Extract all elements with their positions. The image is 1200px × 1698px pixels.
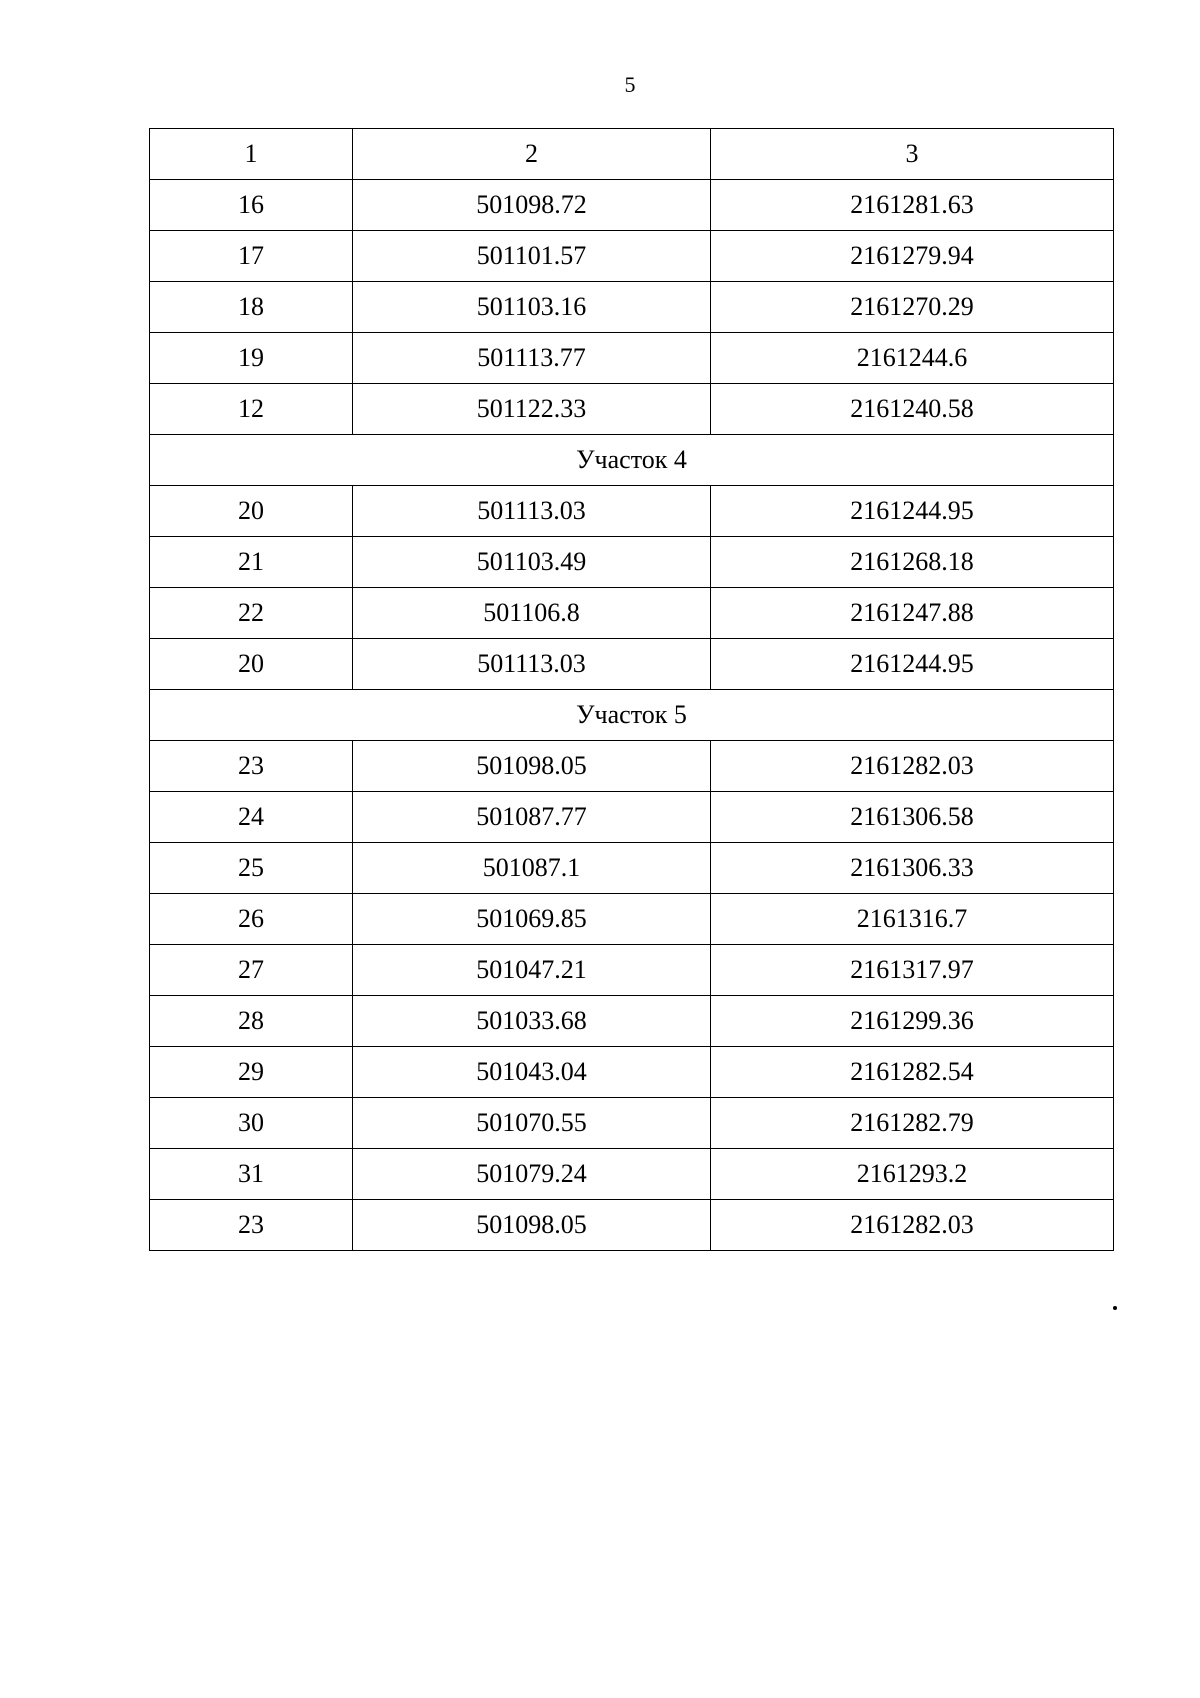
cell-point-number: 28	[150, 996, 353, 1047]
cell-x-coordinate: 501122.33	[353, 384, 711, 435]
header-cell-point: 1	[150, 129, 353, 180]
cell-point-number: 24	[150, 792, 353, 843]
cell-x-coordinate: 501079.24	[353, 1149, 711, 1200]
table-row	[150, 333, 1114, 384]
table-row	[150, 639, 1114, 690]
cell-y-coordinate: 2161279.94	[711, 231, 1114, 282]
cell-x-coordinate: 501087.1	[353, 843, 711, 894]
cell-point-number: 27	[150, 945, 353, 996]
trailing-dot	[1113, 1306, 1117, 1310]
cell-x-coordinate: 501103.49	[353, 537, 711, 588]
cell-x-coordinate: 501101.57	[353, 231, 711, 282]
cell-y-coordinate: 2161247.88	[711, 588, 1114, 639]
table-header-row	[150, 129, 1114, 180]
cell-y-coordinate: 2161317.97	[711, 945, 1114, 996]
cell-y-coordinate: 2161270.29	[711, 282, 1114, 333]
table-row	[150, 537, 1114, 588]
cell-point-number: 21	[150, 537, 353, 588]
cell-x-coordinate: 501098.05	[353, 1200, 711, 1251]
table-row	[150, 486, 1114, 537]
cell-x-coordinate: 501103.16	[353, 282, 711, 333]
cell-y-coordinate: 2161306.33	[711, 843, 1114, 894]
cell-x-coordinate: 501033.68	[353, 996, 711, 1047]
cell-x-coordinate: 501098.72	[353, 180, 711, 231]
cell-y-coordinate: 2161282.03	[711, 741, 1114, 792]
cell-x-coordinate: 501113.03	[353, 486, 711, 537]
cell-y-coordinate: 2161244.95	[711, 486, 1114, 537]
cell-point-number: 23	[150, 1200, 353, 1251]
cell-point-number: 17	[150, 231, 353, 282]
table-row	[150, 1047, 1114, 1098]
section-label: Участок 4	[150, 435, 1114, 486]
cell-point-number: 19	[150, 333, 353, 384]
coordinates-table	[149, 128, 1114, 1251]
cell-x-coordinate: 501070.55	[353, 1098, 711, 1149]
cell-y-coordinate: 2161244.95	[711, 639, 1114, 690]
cell-y-coordinate: 2161282.79	[711, 1098, 1114, 1149]
cell-y-coordinate: 2161268.18	[711, 537, 1114, 588]
cell-y-coordinate: 2161244.6	[711, 333, 1114, 384]
cell-x-coordinate: 501043.04	[353, 1047, 711, 1098]
cell-point-number: 25	[150, 843, 353, 894]
cell-point-number: 29	[150, 1047, 353, 1098]
cell-x-coordinate: 501069.85	[353, 894, 711, 945]
table-row	[150, 945, 1114, 996]
header-cell-y: 3	[711, 129, 1114, 180]
cell-y-coordinate: 2161306.58	[711, 792, 1114, 843]
cell-y-coordinate: 2161240.58	[711, 384, 1114, 435]
cell-y-coordinate: 2161299.36	[711, 996, 1114, 1047]
cell-point-number: 22	[150, 588, 353, 639]
table-row	[150, 996, 1114, 1047]
cell-point-number: 16	[150, 180, 353, 231]
cell-y-coordinate: 2161316.7	[711, 894, 1114, 945]
table-row	[150, 792, 1114, 843]
cell-x-coordinate: 501113.77	[353, 333, 711, 384]
table-row	[150, 741, 1114, 792]
cell-y-coordinate: 2161281.63	[711, 180, 1114, 231]
cell-point-number: 18	[150, 282, 353, 333]
cell-x-coordinate: 501087.77	[353, 792, 711, 843]
table-row	[150, 588, 1114, 639]
table-row	[150, 1098, 1114, 1149]
table-section-row	[150, 435, 1114, 486]
cell-x-coordinate: 501047.21	[353, 945, 711, 996]
table-row	[150, 282, 1114, 333]
table-row	[150, 1149, 1114, 1200]
cell-point-number: 20	[150, 639, 353, 690]
cell-x-coordinate: 501106.8	[353, 588, 711, 639]
page-number: 5	[624, 72, 636, 97]
section-label: Участок 5	[150, 690, 1114, 741]
cell-point-number: 23	[150, 741, 353, 792]
cell-y-coordinate: 2161293.2	[711, 1149, 1114, 1200]
table-row	[150, 231, 1114, 282]
cell-y-coordinate: 2161282.54	[711, 1047, 1114, 1098]
cell-x-coordinate: 501113.03	[353, 639, 711, 690]
cell-x-coordinate: 501098.05	[353, 741, 711, 792]
table-row	[150, 1200, 1114, 1251]
table-row	[150, 180, 1114, 231]
table-row	[150, 894, 1114, 945]
cell-point-number: 12	[150, 384, 353, 435]
table-row	[150, 843, 1114, 894]
cell-point-number: 20	[150, 486, 353, 537]
header-cell-x: 2	[353, 129, 711, 180]
cell-point-number: 31	[150, 1149, 353, 1200]
cell-point-number: 26	[150, 894, 353, 945]
coordinates-table-body	[150, 129, 1114, 1251]
cell-y-coordinate: 2161282.03	[711, 1200, 1114, 1251]
table-row	[150, 384, 1114, 435]
cell-point-number: 30	[150, 1098, 353, 1149]
table-section-row	[150, 690, 1114, 741]
